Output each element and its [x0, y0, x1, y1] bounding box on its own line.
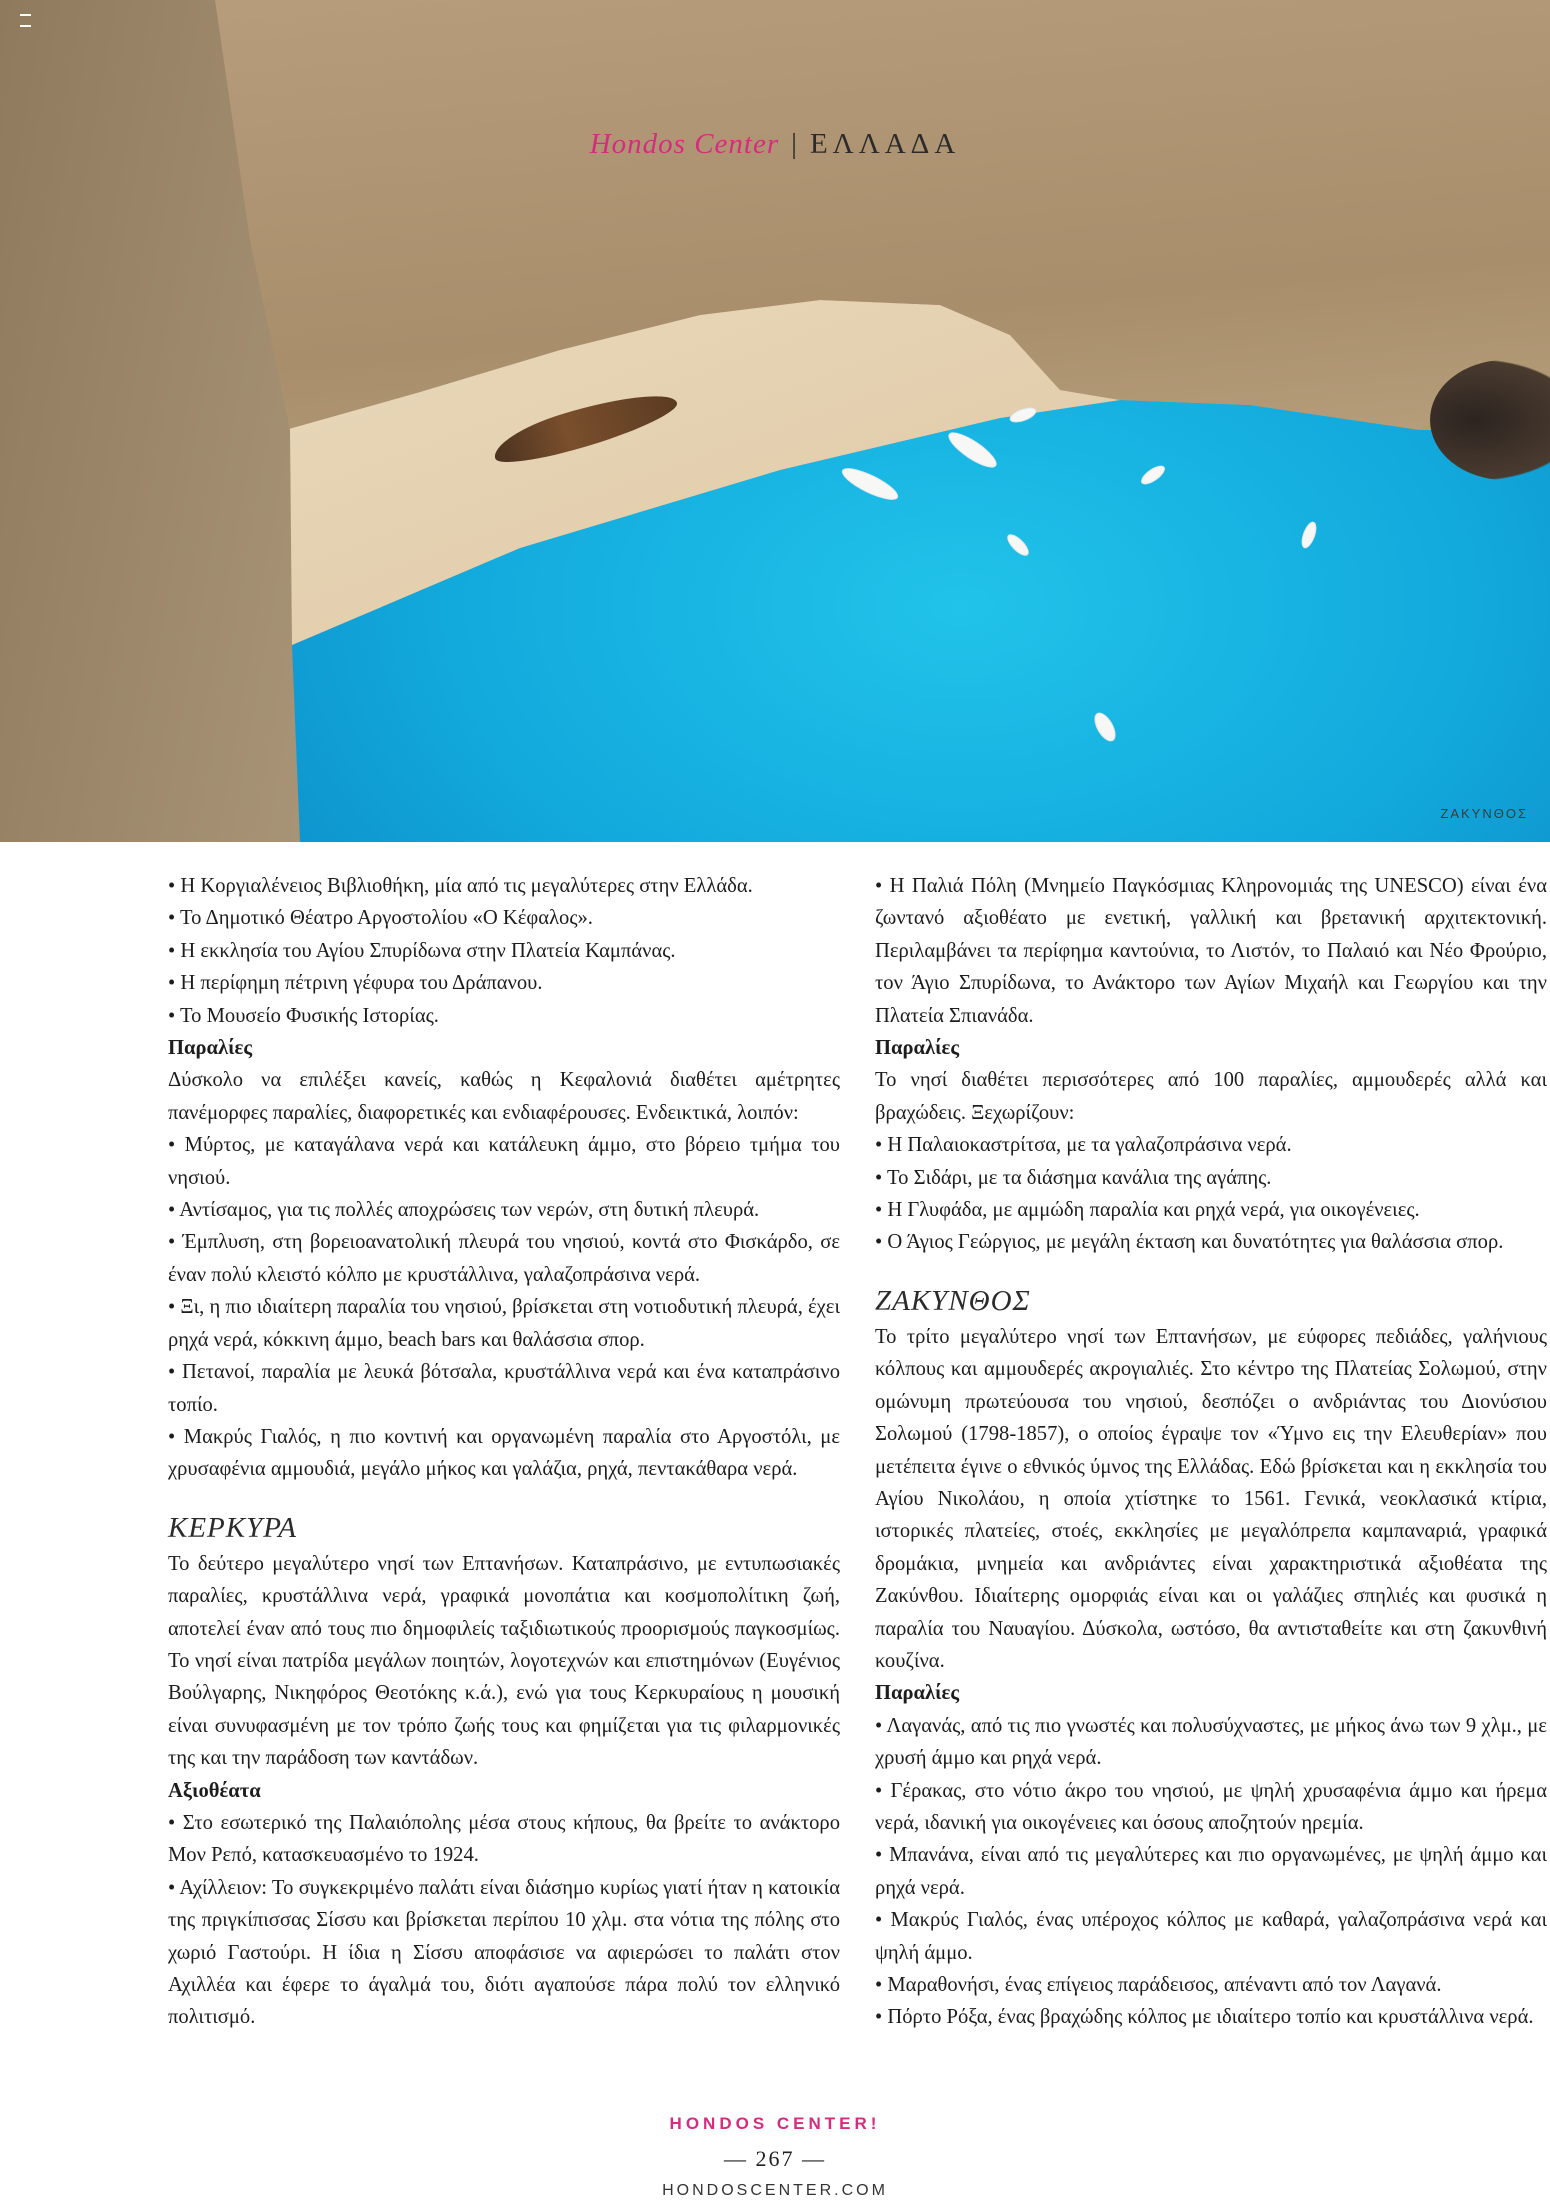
bullet-item: • Ξι, η πιο ιδιαίτερη παραλία του νησιού, βρίσκεται στη νοτιοδυτική πλευρά, έχει ρηχά νερά, κόκκινη άμμο, beach bars και θαλάσσια σπορ. — [168, 1296, 840, 1351]
subheading: Παραλίες — [168, 1037, 253, 1060]
masthead-separator: | — [791, 128, 798, 160]
bullet-item: • Η Κοργιαλένειος Βιβλιοθήκη, μία από τις μεγαλύτερες στην Ελλάδα. — [168, 875, 753, 897]
page-masthead — [0, 128, 1550, 161]
subheading: Παραλίες — [875, 1682, 960, 1705]
section-heading: ΖΑΚΥΝΘΟΣ — [875, 1284, 1031, 1317]
bullet-item: • Η Παλαιοκαστρίτσα, με τα γαλαζοπράσινα νερά. — [875, 1134, 1292, 1157]
page-number: — 267 — — [724, 2146, 826, 2171]
footer-url: HONDOSCENTER.COM — [662, 2182, 888, 2199]
bullet-item: • Μπανάνα, είναι από τις μεγαλύτερες και πιο οργανωμένες, με ψηλή άμμο και ρηχά νερά. — [875, 1844, 1547, 1899]
bullet-item: • Η Γλυφάδα, με αμμώδη παραλία και ρηχά νερά, για οικογένειες. — [875, 1199, 1420, 1222]
bullet-item: • Μακρύς Γιαλός, ένας υπέροχος κόλπος με καθαρά, γαλαζοπράσινα νερά και ψηλή άμμο. — [875, 1909, 1547, 1964]
subheading: Παραλίες — [875, 1037, 960, 1060]
bullet-item: • Το Σιδάρι, με τα διάσημα κανάλια της αγάπης. — [875, 1166, 1272, 1189]
menu-icon — [20, 14, 31, 27]
bullet-item: • Μύρτος, με καταγάλανα νερά και κατάλευκη άμμο, στο βόρειο τμήμα του νησιού. — [168, 1134, 840, 1189]
bullet-item: • Έμπλυση, στη βορειοανατολική πλευρά του νησιού, κοντά στο Φισκάρδο, σε έναν πολύ κλειστό κόλπο με κρυστάλλινα, γαλαζοπράσινα νερά. — [168, 1231, 840, 1286]
bullet-item: • Ο Άγιος Γεώργιος, με μεγάλη έκταση και δυνατότητες για θαλάσσια σπορ. — [875, 1231, 1504, 1254]
footer-brand: HONDOS CENTER! — [669, 2114, 881, 2133]
left-text-column — [168, 870, 840, 2034]
bullet-item: • Αχίλλειον: Το συγκεκριμένο παλάτι είναι διάσημο κυρίως γιατί ήταν η κατοικία της πριγκίπισσας Σίσσυ και βρίσκεται περίπου 10 χλμ. στα νότια της πόλης στο χωριό Γαστούρι. Η ίδια η Σίσσυ αποφάσισε να αφιερώσει το παλάτι στον Αχιλλέα και έφερε το άγαλμά του, διότι αγαπούσε πάρα πολύ τον ελληνικό πολιτισμό. — [168, 1876, 840, 2029]
right-text-column — [875, 870, 1547, 2034]
masthead-brand: Hondos Center — [589, 128, 780, 160]
subheading: Αξιοθέατα — [168, 1779, 261, 1802]
bullet-item: • Πετανοί, παραλία με λευκά βότσαλα, κρυστάλλινα νερά και ένα καταπράσινο τοπίο. — [168, 1361, 840, 1416]
bullet-item: • Λαγανάς, από τις πιο γνωστές και πολυσύχναστες, με μήκος άνω των 9 χλμ., με χρυσή άμμο και ρηχά νερά. — [875, 1714, 1547, 1770]
bullet-item: • Αντίσαμος, για τις πολλές αποχρώσεις των νερών, στη δυτική πλευρά. — [168, 1199, 760, 1222]
masthead-section: ΕΛΛΑΔΑ — [809, 128, 961, 160]
section-heading: ΚΕΡΚΥΡΑ — [168, 1511, 297, 1544]
section-spacer — [875, 1259, 1547, 1281]
bullet-item: • Η περίφημη πέτρινη γέφυρα του Δράπανου. — [168, 972, 543, 995]
section-spacer — [168, 1486, 840, 1508]
bullet-item: • Στο εσωτερικό της Παλαιόπολης μέσα στους κήπους, θα βρείτε το ανάκτορο Μον Ρεπό, κατασκευασμένο το 1924. — [168, 1811, 840, 1867]
bullet-item: • Η Παλιά Πόλη (Μνημείο Παγκόσμιας Κληρονομιάς της UNESCO) είναι ένα ζωντανό αξιοθέατο με ενετική, γαλλική και βρετανική αρχιτεκτονική. Περιλαμβάνει τα περίφημα καντούνια, το Λιστόν, το Παλαιό και Νέο Φρούριο, τον Άγιο Σπυρίδωνα, το Ανάκτορο των Αγίων Μιχαήλ και Γεωργίου και την Πλατεία Σπιανάδα. — [875, 875, 1547, 1027]
bullet-item: • Γέρακας, στο νότιο άκρο του νησιού, με ψηλή χρυσαφένια άμμο και ήρεμα νερά, ιδανική για οικογένειες και όσους αποζητούν ηρεμία. — [875, 1779, 1547, 1834]
paragraph: Το νησί διαθέτει περισσότερες από 100 παραλίες, αμμουδερές αλλά και βραχώδεις. Ξεχωρίζουν: — [875, 1069, 1547, 1124]
bullet-item: • Μαραθονήσι, ένας επίγειος παράδεισος, απέναντι από τον Λαγανά. — [875, 1974, 1442, 1996]
bullet-item: • Πόρτο Ρόξα, ένας βραχώδης κόλπος με ιδιαίτερο τοπίο και κρυστάλλινα νερά. — [875, 2006, 1534, 2029]
bullet-item: • Το Μουσείο Φυσικής Ιστορίας. — [168, 1004, 439, 1027]
bullet-item: • Η εκκλησία του Αγίου Σπυρίδωνα στην Πλατεία Καμπάνας. — [168, 939, 676, 962]
bullet-item: • Μακρύς Γιαλός, η πιο κοντινή και οργανωμένη παραλία στο Αργοστόλι, με χρυσαφένια αμμουδιά, μεγάλο μήκος και γαλάζια, ρηχά, πεντακάθαρα νερά. — [168, 1425, 840, 1481]
bullet-item: • Το Δημοτικό Θέατρο Αργοστολίου «Ο Κέφαλος». — [168, 907, 593, 930]
photo-caption: ΖΑΚΥΝΘΟΣ — [1440, 806, 1528, 821]
paragraph: Το τρίτο μεγαλύτερο νησί των Επτανήσων, με εύφορες πεδιάδες, γαλήνιους κόλπους και αμμουδερές ακρογιαλιές. Στο κέντρο της Πλατείας Σολωμού, στην ομώνυμη πρωτεύουσα του νησιού, δεσπόζει ο ανδριάντας του Διονύσιου Σολωμού (1798-1857), ο οποίος έγραψε τον «Ύμνο εις την Ελευθερίαν» που μετέπειτα έγινε ο εθνικός ύμνος της Ελλάδας. Εδώ βρίσκεται και η εκκλησία του Αγίου Νικολάου, η οποία χτίστηκε το 1561. Γενικά, νεοκλασικά κτίρια, ιστορικές πλατείες, στοές, εκκλησίες με μεγαλόπρεπα καμπαναριά, γραφικά δρομάκια, μνημεία και ανδριάντες είναι χαρακτηριστικά αξιοθέατα της Ζακύνθου. Ιδιαίτερης ομορφιάς είναι και οι γαλάζιες σπηλιές και φυσικά η παραλία του Ναυαγίου. Δύσκολα, ωστόσο, θα αντισταθείτε και στη ζακυνθινή κουζίνα. — [875, 1325, 1547, 1672]
hero-photo-navagio-beach — [0, 0, 1550, 842]
paragraph: Το δεύτερο μεγαλύτερο νησί των Επτανήσων. Καταπράσινο, με εντυπωσιακές παραλίες, κρυστάλλινα νερά, γραφικά μονοπάτια και κοσμοπολίτικη ζωή, αποτελεί έναν από τους πιο δημοφιλείς ταξιδιωτικούς προορισμούς παγκοσμίως. Το νησί είναι πατρίδα μεγάλων ποιητών, λογοτεχνών και επιστημόνων (Ευγένιος Βούλγαρης, Νικηφόρος Θεοτόκης κ.ά.), ενώ για τους Κερκυραίους η μουσική είναι συνυφασμένη με τον τρόπο ζωής τους και φημίζεται για τις φιλαρμονικές της και την παράδοση των καντάδων. — [168, 1552, 840, 1770]
paragraph: Δύσκολο να επιλέξει κανείς, καθώς η Κεφαλονιά διαθέτει αμέτρητες πανέμορφες παραλίες, διαφορετικές και ενδιαφέρουσες. Ενδεικτικά, λοιπόν: — [168, 1069, 840, 1124]
